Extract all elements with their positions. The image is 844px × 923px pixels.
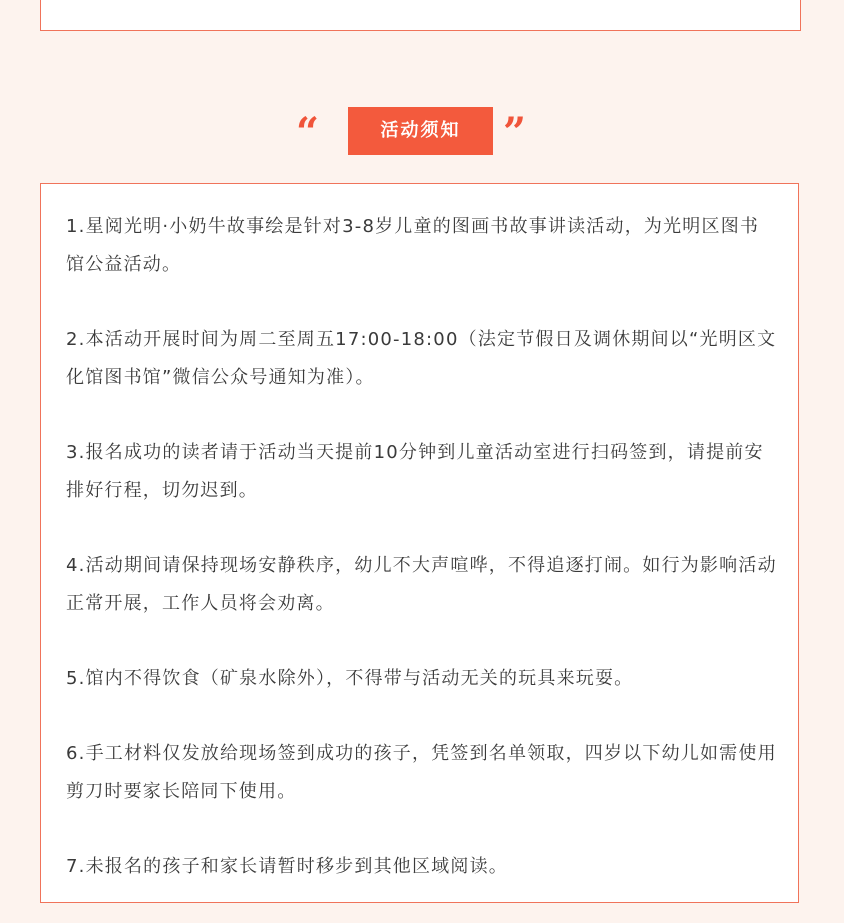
notice-list [66, 208, 778, 923]
notice-item-7: 7.未报名的孩子和家长请暂时移步到其他区域阅读。 [66, 856, 508, 877]
notice-item-6: 6.手工材料仅发放给现场签到成功的孩子，凭签到名单领取，四岁以下幼儿如需使用剪刀时要家长陪同下使用。 [66, 743, 777, 802]
previous-section-box [40, 0, 801, 31]
section-header [0, 107, 844, 155]
notice-item-2: 2.本活动开展时间为周二至周五17:00-18:00（法定节假日及调休期间以“光明区文化馆图书馆”微信公众号通知为准）。 [66, 329, 777, 388]
right-quote-icon: ” [503, 109, 527, 156]
notice-item-5: 5.馆内不得饮食（矿泉水除外），不得带与活动无关的玩具来玩耍。 [66, 668, 634, 689]
notice-item-4: 4.活动期间请保持现场安静秩序，幼儿不大声喧哗，不得追逐打闹。如行为影响活动正常开展，工作人员将会劝离。 [66, 555, 777, 614]
notice-item-1: 1.星阅光明·小奶牛故事绘是针对3-8岁儿童的图画书故事讲读活动，为光明区图书馆公益活动。 [66, 216, 760, 275]
section-title: 活动须知 [348, 107, 493, 155]
notice-item-3: 3.报名成功的读者请于活动当天提前10分钟到儿童活动室进行扫码签到，请提前安排好行程，切勿迟到。 [66, 442, 764, 501]
notice-box [40, 183, 799, 903]
left-quote-icon: “ [296, 109, 320, 156]
